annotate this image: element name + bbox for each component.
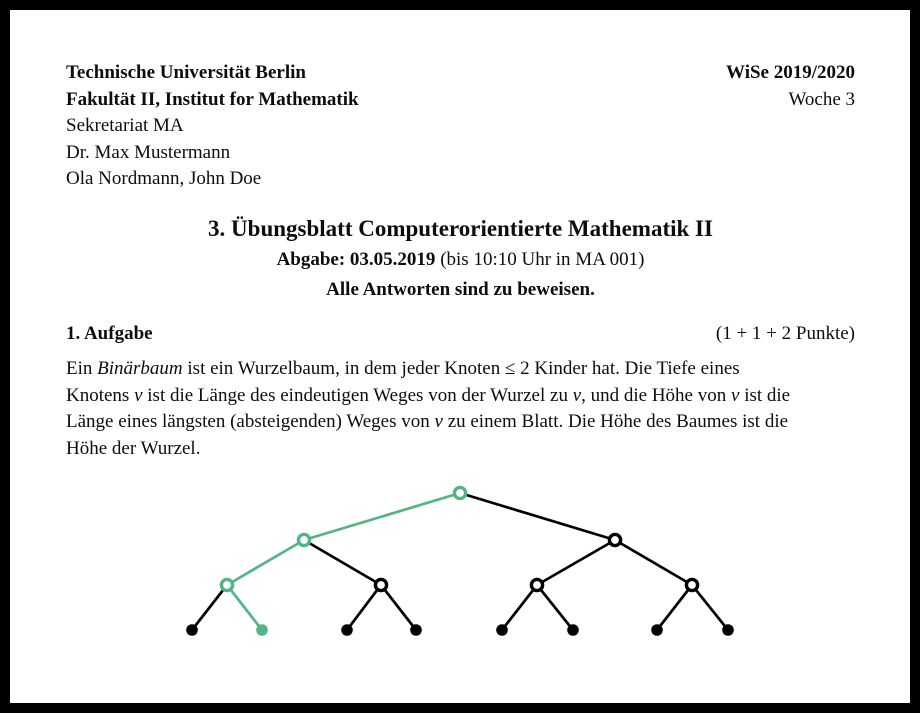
paragraph-line — [66, 356, 855, 383]
tree-node-root — [454, 487, 465, 498]
tree-node-llb — [256, 624, 268, 636]
tree-edge-r-rl — [537, 540, 615, 585]
sheet-title: 3. Übungsblatt Computerorientierte Mathematik II — [208, 215, 713, 241]
due-date-line — [66, 245, 855, 275]
faculty-name: Fakultät II, Institut for Mathematik — [66, 88, 359, 110]
tree-edge-l-lr — [304, 540, 381, 585]
tree-edge-ll-llb — [227, 585, 262, 630]
due-date-rest: (bis 10:10 Uhr in MA 001) — [435, 248, 645, 270]
paragraph-line — [66, 409, 855, 436]
tree-node-lla — [186, 624, 198, 636]
tree-node-rla — [496, 624, 508, 636]
tree-edge-r-rr — [615, 540, 692, 585]
task-description — [66, 356, 855, 462]
body-text: Knotens — [66, 384, 135, 406]
tree-edge-l-ll — [227, 540, 304, 585]
proof-note: Alle Antworten sind zu beweisen. — [326, 278, 595, 300]
body-text: ist ein Wurzelbaum, in dem jeder Knoten ≤ 2 Kinder hat. Die Tiefe eines — [182, 358, 740, 379]
tree-edge-ll-lla — [192, 585, 227, 630]
paragraph-line — [66, 436, 855, 463]
tree-node-rra — [651, 624, 663, 636]
body-text: Länge eines längsten (absteigenden) Weges von — [66, 411, 435, 432]
body-text: Höhe der Wurzel. — [66, 437, 201, 459]
task-points: (1 + 1 + 2 Punkte) — [715, 322, 855, 344]
tree-edge-root-r — [460, 493, 615, 540]
tree-node-lra — [341, 624, 353, 636]
tree-node-rl — [531, 579, 542, 590]
body-text: zu einem Blatt. Die Höhe des Baumes ist die — [442, 411, 789, 432]
secretariat-line: Sekretariat MA — [66, 115, 184, 136]
tree-edge-lr-lra — [347, 585, 381, 630]
tree-edge-rl-rla — [502, 585, 537, 630]
italic-text: v — [731, 384, 740, 406]
semester-line: WiSe 2019/2020 — [726, 62, 855, 83]
italic-text: v — [134, 384, 143, 406]
tree-node-lrb — [410, 624, 422, 636]
task-header-row — [66, 321, 855, 348]
italic-text: Binärbaum — [97, 358, 183, 379]
due-date-bold: Abgabe: 03.05.2019 — [276, 248, 436, 270]
body-text: ist die Länge des eindeutigen Weges von der Wurzel zu — [142, 384, 573, 406]
paragraph-line — [66, 383, 855, 410]
header-right-block — [726, 60, 855, 113]
tree-edge-rr-rrb — [692, 585, 728, 630]
italic-text: v — [434, 411, 443, 432]
document-content — [10, 10, 910, 462]
body-text: , und die Höhe von — [581, 384, 731, 406]
tree-node-ll — [221, 579, 232, 590]
tree-edge-lr-lrb — [381, 585, 416, 630]
tree-edge-rr-rra — [657, 585, 692, 630]
university-name: Technische Universität Berlin — [66, 62, 306, 83]
tree-node-lr — [375, 579, 386, 590]
tree-node-rr — [686, 579, 697, 590]
lecturer-line: Dr. Max Mustermann — [66, 141, 231, 163]
tree-node-l — [298, 534, 309, 545]
week-line: Woche 3 — [788, 88, 855, 110]
assistants-line: Ola Nordmann, John Doe — [66, 168, 262, 189]
header-left-block — [66, 60, 359, 193]
tree-edge-rl-rlb — [537, 585, 573, 630]
tree-node-rrb — [722, 624, 734, 636]
body-text: ist die — [739, 384, 791, 406]
tree-node-rlb — [567, 624, 579, 636]
title-block — [66, 213, 855, 305]
tree-node-r — [609, 534, 620, 545]
document-header — [66, 60, 855, 193]
task-label: 1. Aufgabe — [66, 322, 153, 344]
tree-edge-root-l — [304, 493, 460, 540]
body-text: Ein — [66, 358, 98, 379]
italic-text: v — [572, 384, 582, 406]
